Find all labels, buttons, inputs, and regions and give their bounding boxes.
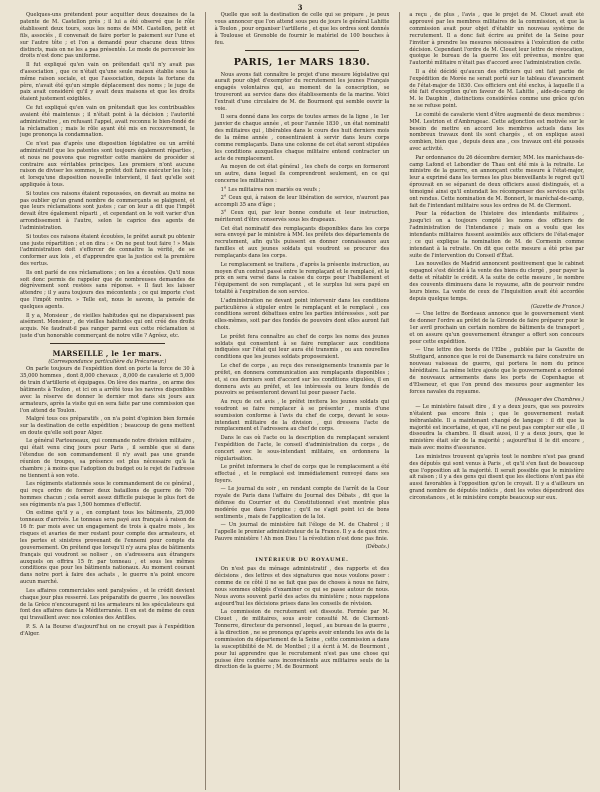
paragraph: Cet état nominatif des remplaçants disponibles dans les corps sera envoyé par le ministre à MM. les préfets des départements de recrutement, afin qu'ils puissent en donner connaissance aux familles et aux jeunes soldats qui voudront se procurer des remplaçants dans les corps. [214, 225, 390, 260]
column-middle [205, 12, 390, 790]
paragraph: Quelle que soit la destination de celle qui se prépare , je peux vous annoncer que l'on attend sous peu de jours le général Lahitte à Toulon , pour organiser l'artillerie , et que les ordres sont donnés à Toulouse et Grenoble de fournir le matériel de 100 bouches à feu. [214, 12, 390, 46]
column-left [20, 12, 195, 790]
paragraph: Si toutes ces raisons étaient repoussées, on devrait au moins ne pas oublier qu'un grand nombre de commerçants se plaignent, et que leurs réclamations sont justes ; car on leur a dit que l'impôt devait être également réparti , et cependant on le voit varier d'un arrondissement à l'autre, selon le caprice des agents de l'administration. [20, 190, 195, 232]
paragraph: Au reçu de cet avis , le préfet invitera les jeunes soldats qui voudront se faire remplacer à se présenter , munis d'une soumission conforme à l'avis du chef de corps, devant le sous-intendant militaire de la division , qui dressera l'acte de remplacement et l'adressera au chef de corps. [214, 398, 390, 433]
dateline-subheading: (Correspondance particulière du Précurseur.) [48, 359, 167, 366]
paragraph: — Une lettre de Bordeaux annonce que le gouvernement vient de donner l'ordre au préfet de la Gironde de faire préparer pour le 1er avril prochain un certain nombre de bâtiments de transport , et on assure qu'un gouvernement étranger a offert son concours pour cette expédition. [409, 311, 585, 345]
paragraph: Pour la rédaction de l'histoire des intendants militaires , jusqu'ici on a toujours compté les noms des officiers de l'administration de l'intendance ; mais on a voulu que les intendants militaires fussent assimilés aux officiers de l'état-major ; ce qui explique la nomination de M. de Cormenin comme intendant à la retraite. On dit que cette mesure a été prise par suite de l'intervention du Conseil d'État. [409, 211, 585, 259]
paragraph: Le préfet fera connaître au chef de corps les noms des jeunes soldats qui consentent à se faire remplacer aux conditions indiquées sur l'état qui leur aura été transmis , ou aux nouvelles conditions que les jeunes soldats proposeraient. [214, 333, 390, 361]
column-right [399, 12, 584, 790]
paragraph: Il y a, Monsieur , de vieilles habitudes qui ne disparaissent pas aisément. Monsieur , de vieilles habitudes qui ont créé des droits acquis. Ne faudrait-il pas ranger parmi eux cette réclamation si juste d'un honorable commerçant de notre ville ? Agréez, etc. [20, 312, 195, 340]
section-divider [245, 50, 360, 51]
paragraph: Par ordonnance du 26 décembre dernier, MM. les maréchaux-de-camp Lafond et Lebondier de Thau ont été mis à la retraite. Le ministre de la guerre, en annonçant cette mesure à l'état-major, leur a exprimé dans les termes les plus bienveillants le regret qu'il éprouvait en se séparant de deux officiers aussi distingués, et a témoigné ainsi qu'il entendait les récompenser des services qu'ils ont rendus. Cette nomination de M. Bonnert, le maréchal-de-camp, fait de l'intendant militaire sous les ordres de M. de Clermont. [409, 154, 585, 209]
paragraph: Il sera donné dans les corps de toutes armes de la ligne , le 1er janvier de chaque année , et pour l'année 1830 , un état nominatif des militaires qui , libérables dans le cours des huit derniers mois de la même année , consentiraient à servir dans leurs corps comme remplaçants. Dans une colonne de cet état seront stipulées les conditions auxquelles chaque militaire entend contracter un acte de remplacement. [214, 114, 390, 162]
paragraph: Le comité de cavalerie vient d'être augmenté de deux membres : MM. Lestrion et d'Ambrugeac. Cette adjonction est motivée sur le besoin de mettre en accord les membres actuels dans les nombreux travaux dont ils sont chargés , et on explique aussi combien, bien que , depuis deux ans , ces travaux ont été poussés avec activité. [409, 111, 585, 153]
paragraph: Le remplacement se traitera , d'après la présente instruction, au moyen d'un contrat passé entre le remplaçant et le remplacé, et le prix en sera versé dans la caisse du corps pour l'habillement et l'équipement de son remplaçant , et le surplus lui sera payé en totalité à l'expiration de son service. [214, 261, 390, 296]
paragraph: Dans le cas où l'acte ou la description du remplaçant seraient l'expédition de l'acte, le conseil d'administration du corps , de concert avec le sous-intendant militaire, en ordonnera la régularisation. [214, 434, 390, 462]
paragraph: Malgré tous ces préparatifs , on n'a point d'opinion bien formée sur la destination de cette expédition ; beaucoup de gens mettent en doute qu'elle soit pour Alger. [20, 415, 195, 436]
source-citation: (Gazette de France.) [530, 304, 585, 311]
paragraph: On estime qu'il y a , en comptant tous les bâtiments, 25,000 tonneaux d'arrivés. Le tonneau sera payé aux français à raison de 16 fr. par mois avec un engagement de trois à quatre mois , les risques et avaries de mer restant pour compte des armateurs, et les pertes et sinistres provenant de l'ennemi pour compte du gouvernement. On prétend que lorsqu'il n'y aura plus de bâtiments français qui voudront se noliser , on s'adressera aux étrangers auxquels on offrira 15 fr. par tonneau , et sous les mêmes conditions que pour les bâtiments nationaux. Au moment courant dans notre port à faire des achats , le guerre n'a point encore aucun marché. [20, 510, 195, 586]
paragraph: Il a été décidé qu'aucun des officiers qui ont fait partie de l'expédition de Morée ne serait porté sur le tableau d'avancement de l'état-major de 1830. Ces officiers ont été exclus, à laquelle il a été fait d'exception qu'en faveur de M. Lahitte , aide-de-camp de M. le Dauphin , distinctions considérées comme une grâce qu'on ne se refuse point. [409, 68, 585, 110]
paragraph: — Une lettre des bords de l'Elbe , publiée par la Gazette de Stuttgard, annonce que le roi de Danemarck va faire construire un nouveau vaisseau de guerre, qui portera le nom du prince héréditaire. La même lettre ajoute que le gouvernement a ordonné de nouveaux armements dans les ports de Copenhague et d'Elseneur, et que l'on prend des mesures pour augmenter les forces navales du royaume. [409, 347, 585, 395]
paragraph: Ils ont parlé de ces réclamations ; on les a écoutées. Qu'il nous soit donc permis de rappeler que de nombreuses demandes de dégrèvement sont restées sans réponse. « Il faut les laisser attendre ; il y aura toujours des mécontents ; ce qui importe c'est que l'impôt rentre. » Telle est, nous le savons, la pensée de quelques agents. [20, 269, 195, 311]
paragraph: a reçu , de plus , l'avis , que le projet de M. Clouet avait été approuvé par les membres militaires de la commission, et que la commission avait pour objet d'établir un nouveau système de recrutement. Il a donc fait écrire au préfet de la Seine pour l'inviter à prendre les mesures nécessaires à l'exécution de cette décision. Cependant l'ordre de M. Clouet leur lettre de révocation, quoique le bureau de la guerre les eût prévenus, montre que l'autorité militaire n'était pas d'accord avec l'administration civile. [409, 12, 585, 67]
paragraph: Les ministres trouvent qu'après tout le nombre n'est pas grand des députés qui sont venus à Paris , et qu'il s'en faut de beaucoup que l'opposition ait la majorité. Il serait possible que le ministère ait raison ; il y a des gens qui disent que les élections n'ont pas été aussi favorables à l'opposition qu'on le croyait. Il y a d'ailleurs un grand nombre de députés indécis , dont les votes dépendront des circonstances , et le ministère compte beaucoup sur eux. [409, 453, 585, 502]
paragraph: Les régiments stationnés sous le commandement de ce général , qui reçu ordre de former deux bataillons de guerre de 700 hommes chacun ; cela seroit assez difficile puisque le plus fort de ses régiments n'a pas 1,500 hommes d'effectif. [20, 481, 195, 508]
paragraph: L'administration ne devant point intervenir dans les conditions particulières à stipuler entre le remplaçant et le remplacé , ces conditions seront débattues entre les parties intéressées , soit par elles-mêmes, soit par des fondés de pouvoirs dont elles auront fait choix. [214, 297, 390, 332]
paragraph: On n'est pas du ménage administratif , des rapports et des décisions , des lettres et des signatures que nous voulons poser : comme de ce côté il ne se fait que pas de choses à nous ne faire, nous sommes obligés d'examiner ce qui se passe autour de nous. Nous avons souvent parlé des actes du ministère ; nous rappelons aujourd'hui les décisions prises dans les conseils de révision. [214, 566, 390, 607]
list-item: 1° Les militaires non mariés ou veufs ; [220, 186, 321, 193]
paragraph: Nous avons fait connaître le projet d'une mesure législative qui aurait pour objet d'exempter du recrutement les jeunes Français engagés volontaires qui, au moment de la conscription, se trouveront au service dans des établissements de la marine. Voici l'extrait d'une circulaire de M. de Bourmont qui semble ouvrir la voie. [214, 71, 390, 113]
section-heading: INTÉRIEUR DU ROYAUME. [255, 557, 349, 564]
paragraph: Les affaires commerciales sont paralysées , et le crédit devient chaque jour plus resserré. Les préparatifs de guerre , les nouvelles de la Grèce n'encouragent ni les armateurs ni les spéculateurs qui font des affaires dans la Méditerranée. Il en est de même de ceux qui travaillent avec nos colonies des Antilles. [20, 587, 195, 622]
paragraph: Ce n'est pas d'après une disposition législative ou un arrêté administratif que les patentes sont toujours également réparties , et nous ne pouvons que regretter cette manière de procéder si contraire aux véritables principes. Les premiers n'ont aucune raison de diviser les sommes, le préfet doit faire exécuter les lois ; et lorsqu'une disposition nouvelle intervient, il faut qu'elle soit appliquée à tous. [20, 140, 195, 189]
dateline-heading: MARSEILLE , le 1er mars. [52, 349, 163, 359]
paris-headline: PARIS, 1er MARS 1830. [233, 56, 371, 68]
paragraph: — Le ministère faisait dire , il y a deux jours, que ses pouvoirs n'étaient pas encore finis ; que le gouvernement restait inébranlable. Il a maintenant changé de langage : il dit que la majorité est incertaine, et que, s'il ne peut pas compter sur elle , il dissoudra la chambre. Il disait aussi, il y a deux jours, que le ministère était sûr de la majorité ; aujourd'hui il le dit encore , mais avec moins d'assurance. [409, 403, 585, 452]
paragraph: Quelques-uns prétendent pour acquitter deux douzaines de la patente de M. Castellon près ; il lui a été observé que le rôle établissent deux tours, sous les noms de MM. Castellon, petit et fils, associés , il convenait de faire porter le paiement sur l'une et sur l'autre tête ; et l'on a demandé pour chacune deux titres distincts, mais on ne les a pas présentés. Le mode de percevoir les droits n'est donc pas uniforme. [20, 12, 195, 60]
paragraph: — Le journal du soir , en rendant compte de l'arrêt de la Cour royale de Paris dans l'affaire du Journal des Débats , dit que la défense du Courrier et du Constitutionnel s'est montrée plus modérée que dans l'origine ; qu'il ne s'agit point ici de bons sentiments , mais de l'application de la loi. [214, 486, 390, 520]
paragraph: Le préfet informera le chef de corps que le remplacement a été effectué , et le remplacé est immédiatement renvoyé dans ses foyers. [214, 463, 390, 484]
postscript: P. S. A la Bourse d'aujourd'hui on ne croyait pas à l'expédition d'Alger. [20, 623, 195, 637]
paragraph: Au moyen de cet état général , les chefs de corps en formeront un autre, dans lequel ils comprendront seulement, en ce qui concerne les militaires : [214, 164, 390, 185]
paragraph: La commission de recrutement est dissoute. Formée par M. Clouet , de militaires, sous avoir consulté M. de Clermont-Tonnerre, directeur du personnel , lequel , au bureau de la guerre , à la direction , ne se prononça qu'après avoir entendu les avis de la commission du département de la Seine , cette commission a dans la susceptibilité de M. de Montbel ; il a écrit à M. de Bourmont , pour lui apprendre que le recrutement n'est pas une chose qui puisse être confiée sans inconvénients aux militaires seuls de la direction de la guerre ; M. de Bourmont [214, 609, 390, 671]
section-divider [50, 343, 165, 344]
paragraph: Les nouvelles de Madrid annoncent positivement que le cabinet espagnol s'est décidé à la vente des biens du clergé , pour payer la dette et rétablir le crédit. A la suite de cette mesure , le nombre des couvents diminuera dans le royaume, afin de pourvoir rendre leurs biens. La vente de ceux de l'Inquisition avait été accordée depuis quelque temps. [409, 261, 585, 302]
paragraph: On parle toujours de l'expédition dont on porte la force de 30 à 35,000 hommes , dont 8,000 chevaux , 8,000 de cavalerie et 5,000 de train d'artillerie et équipages. On lève des marins , on arme des bâtiments à Toulon , et ici on a arrêté tous les navires disponibles avec la réserve de donner le dernier mot dans six jours aux armateurs, après la visite qui en sera faite par une commission que l'on attend de Toulon. [20, 366, 195, 414]
paragraph: — Un journal de ministère fait l'éloge de M. de Chabrol ; il l'appelle le premier administrateur de la France. Il y a de quoi rire. Pauvre ministère ! Ah mon Dieu ! la révolution n'est donc pas finie. [214, 522, 390, 543]
article-columns [20, 12, 584, 790]
paragraph: Le général Partouneaux, qui commande notre division militaire , qui était venu cinq jours pour Paris , il semble que si dans l'étendue de son commandement il n'y avait pas une grande réunion de troupes, sa présence est plus nécessaire qu'à la chambre ; à moins que l'adoption du budget ou le rejet de l'adresse ne tiennent à son vote. [20, 438, 195, 479]
page-number: 3 [297, 3, 303, 12]
list-item: 2° Ceux qui, à raison de leur libération de service, n'auront pas accompli 35 ans d'âge ; [214, 194, 390, 208]
paragraph: Ce fut expliqué qu'en vain on prétendait que les contribuables avaient été maintenus ; il n'était point à la décision ; l'autorité administrative , en refusant l'appel, avait reconnu le bien-fondé de la réclamation ; mais le rôle ayant été mis en recouvrement, le juge prononça la condamnation. [20, 104, 195, 139]
list-item: 3° Ceux qui, par leur bonne conduite et leur instruction, mériteront d'être conservés sous les drapeaux. [214, 210, 390, 224]
source-citation: (Débats.) [365, 544, 390, 551]
paragraph: Il fut expliqué qu'en vain on prétendait qu'il n'y avait pas d'association , que ce n'était qu'une seule maison établie sous la même raison sociale, et que l'association, depuis la fortune du père, n'avait été qu'un simple déplacement des noms ; le juge de paix avait considéré qu'il y avait deux maisons et que les droits étaient justement exigibles. [20, 61, 195, 103]
paragraph: Le chef de corps , au reçu des renseignements transmis par le préfet, en donnera communication aux remplaçants disponibles ; et, si ces derniers sont d'accord sur les conditions stipulées, il en donnera avis au préfet, et les intéressés ou leurs fondés de pouvoirs se présenteront devant lui pour passer l'acte. [214, 362, 390, 397]
source-citation: (Messager des Chambres.) [514, 396, 585, 403]
paragraph: Si toutes ces raisons étaient écoutées, le préfet aurait pu obtenir une juste répartition ; et on dira : « On ne peut tout faire ! » Mais l'administration doit s'efforcer de connaître la vérité, de se conformer aux lois , et d'apprendre que la justice est la première des vertus. [20, 233, 195, 268]
